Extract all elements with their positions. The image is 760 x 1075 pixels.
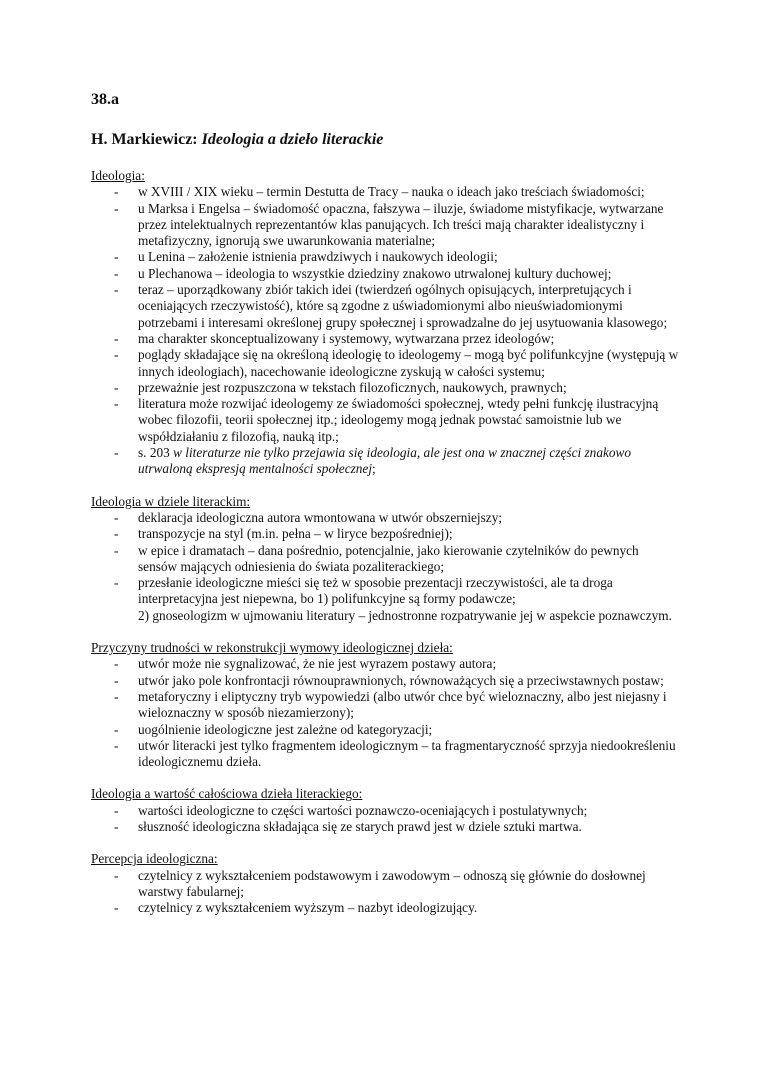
- bullet-dash: -: [114, 688, 119, 704]
- bullet-dash: -: [114, 379, 119, 395]
- bullet-dash: -: [114, 265, 119, 281]
- bullet-dash: -: [114, 184, 119, 200]
- bullet-dash: -: [114, 396, 119, 412]
- list-item-text: u Plechanowa – ideologia to wszystkie dziedziny znakowo utrwalonej kultury duchowej;: [138, 265, 612, 281]
- list-item-text: teraz – uporządkowany zbiór takich idei (twierdzeń ogólnych opisujących, interpretujących i oceniających rzeczywistość), które są zgodne z uświadomionymi albo nieuświadomionymi potrzebami i interesami określonej grupy społecznej i sprowadzalne do jej usytuowania klasowego;: [138, 282, 668, 330]
- section-ideologia-w-dziele: [91, 494, 681, 624]
- section-wartosc-calosciowa: [91, 786, 681, 835]
- list-item: [91, 201, 681, 250]
- bullet-dash: -: [114, 818, 119, 834]
- bullet-dash: -: [114, 900, 119, 916]
- section-percepcja: [91, 851, 681, 916]
- bullet-dash: -: [114, 656, 119, 672]
- section-heading: Ideologia w dziele literackim:: [91, 493, 251, 509]
- quote-suffix: ;: [372, 461, 376, 477]
- quote-prefix: s. 203: [138, 445, 174, 461]
- list-item-text: czytelnicy z wykształceniem wyższym – nazbyt ideologizujący.: [138, 900, 478, 916]
- list-item: [91, 510, 681, 526]
- section-przyczyny-trudnosci: [91, 640, 681, 770]
- list-item: [91, 868, 681, 901]
- bullet-dash: -: [114, 737, 119, 753]
- bullet-dash: -: [114, 200, 119, 216]
- list-item-text: uogólnienie ideologiczne jest zależne od kategoryzacji;: [138, 721, 433, 737]
- list-item-text: czytelnicy z wykształceniem podstawowym i zawodowym – odnoszą się głównie do dosłownej warstwy fabularnej;: [138, 867, 646, 899]
- quote-text: w literaturze nie tylko przejawia się ideologia, ale jest ona w znacznej części znakowo utrwaloną ekspresją mentalności społecznej: [138, 445, 632, 477]
- list-item: [91, 347, 681, 380]
- list-item: [91, 900, 681, 916]
- list-item-continuation: 2) gnoseologizm w ujmowaniu literatury – jednostronne rozpatrywanie jej w aspekcie poznawczym.: [138, 607, 672, 623]
- list-item: [91, 543, 681, 576]
- list-item-text: literatura może rozwijać ideologemy ze świadomości społecznej, wtedy pełni funkcję ilustracyjną wobec filozofii, teorii społecznej itp.; ideologemy mogą jednak powstać samoistnie lub we współdziałaniu z filozofią, nauką itp.;: [138, 396, 659, 444]
- list-item-text: utwór może nie sygnalizować, że nie jest wyrazem postawy autora;: [138, 656, 497, 672]
- bullet-dash: -: [114, 721, 119, 737]
- title-work: Ideologia a dzieło literackie: [201, 131, 384, 148]
- document-page: [91, 90, 681, 916]
- list-item-text: ma charakter skonceptualizowany i systemowy, wytwarzana przez ideologów;: [138, 330, 555, 346]
- list-item-text: deklaracja ideologiczna autora wmontowana w utwór obszerniejszy;: [138, 509, 503, 525]
- list-item-text: słuszność ideologiczna składająca się ze starych prawd jest w dziele sztuki martwa.: [138, 818, 582, 834]
- bullet-dash: -: [114, 802, 119, 818]
- list-item-text: u Marksa i Engelsa – świadomość opaczna, fałszywa – iluzje, świadome mistyfikacje, wytwarzane przez intelektualnych reprezentantów klas panujących. Ich treści mają charakter idealistyczny i metafizyczny, ignorują swe uwarunkowania materialne;: [138, 200, 664, 249]
- bullet-dash: -: [114, 509, 119, 525]
- bullet-dash: -: [114, 575, 119, 591]
- bullet-dash: -: [114, 672, 119, 688]
- list-item-text: przesłanie ideologiczne mieści się też w sposobie prezentacji rzeczywistości, ale ta droga interpretacyjna jest niepewna, bo 1) polifunkcyjne są formy podawcze;: [138, 575, 613, 607]
- list-item: [91, 249, 681, 265]
- section-heading: Ideologia a wartość całościowa dzieła literackiego:: [91, 786, 363, 802]
- bullet-list: [91, 803, 681, 836]
- list-item: [91, 803, 681, 819]
- list-item: [91, 819, 681, 835]
- list-item: [91, 380, 681, 396]
- list-item: [91, 673, 681, 689]
- bullet-dash: -: [114, 249, 119, 265]
- list-item-text: metaforyczny i eliptyczny tryb wypowiedzi (albo utwór chce być wieloznaczny, albo jest niejasny i wieloznaczny w sposób niezamierzony);: [138, 688, 667, 721]
- section-heading: Ideologia:: [91, 168, 145, 183]
- document-number: 38.a: [91, 91, 119, 108]
- list-item-text: poglądy składające się na określoną ideologię to ideologemy – mogą być polifunkcyjne (występują w innych ideologiach), nacechowanie ideologiczne zyskują w całości systemu;: [138, 347, 679, 379]
- bullet-list: [91, 184, 681, 477]
- list-item-text: w epice i dramatach – dana pośrednio, potencjalnie, jako kierowanie czytelników do pewnych sensów mających odniesienia do świata pozaliterackiego;: [138, 542, 639, 574]
- bullet-dash: -: [114, 867, 119, 883]
- list-item-text: utwór literacki jest tylko fragmentem ideologicznym – ta fragmentaryczność sprzyja niedookreśleniu ideologicznemu dzieła.: [138, 737, 676, 770]
- list-item: [91, 184, 681, 200]
- list-item-text: u Lenina – założenie istnienia prawdziwych i naukowych ideologii;: [138, 249, 498, 265]
- document-title: [91, 130, 681, 150]
- list-item: [91, 722, 681, 738]
- section-ideologia: [91, 168, 681, 478]
- bullet-dash: -: [114, 542, 119, 558]
- bullet-list: [91, 868, 681, 917]
- list-item: [91, 396, 681, 445]
- list-item: [91, 575, 681, 624]
- list-item: [91, 738, 681, 771]
- bullet-dash: -: [114, 347, 119, 363]
- list-item: [91, 526, 681, 542]
- list-item: [91, 689, 681, 722]
- bullet-dash: -: [114, 445, 119, 461]
- section-heading: Przyczyny trudności w rekonstrukcji wymowy ideologicznej dzieła:: [91, 640, 453, 656]
- list-item: [91, 656, 681, 672]
- title-author: H. Markiewicz:: [91, 131, 202, 148]
- list-item: [91, 331, 681, 347]
- list-item: [91, 282, 681, 331]
- list-item-text: w XVIII / XIX wieku – termin Destutta de Tracy – nauka o ideach jako treściach świadomości;: [138, 184, 645, 200]
- bullet-list: [91, 510, 681, 624]
- bullet-dash: -: [114, 330, 119, 346]
- list-item: [91, 266, 681, 282]
- bullet-dash: -: [114, 282, 119, 298]
- quote-list-item: [91, 445, 681, 478]
- section-heading: Percepcja ideologiczna:: [91, 851, 218, 867]
- bullet-dash: -: [114, 526, 119, 542]
- list-item-text: utwór jako pole konfrontacji równouprawnionych, równoważących się a przeciwstawnych postaw;: [138, 672, 664, 688]
- list-item-text: wartości ideologiczne to części wartości poznawczo-oceniających i postulatywnych;: [138, 802, 588, 818]
- list-item-text: przeważnie jest rozpuszczona w tekstach filozoficznych, naukowych, prawnych;: [138, 379, 567, 395]
- bullet-list: [91, 656, 681, 770]
- list-item-text: transpozycje na styl (m.in. pełna – w liryce bezpośredniej);: [138, 526, 453, 542]
